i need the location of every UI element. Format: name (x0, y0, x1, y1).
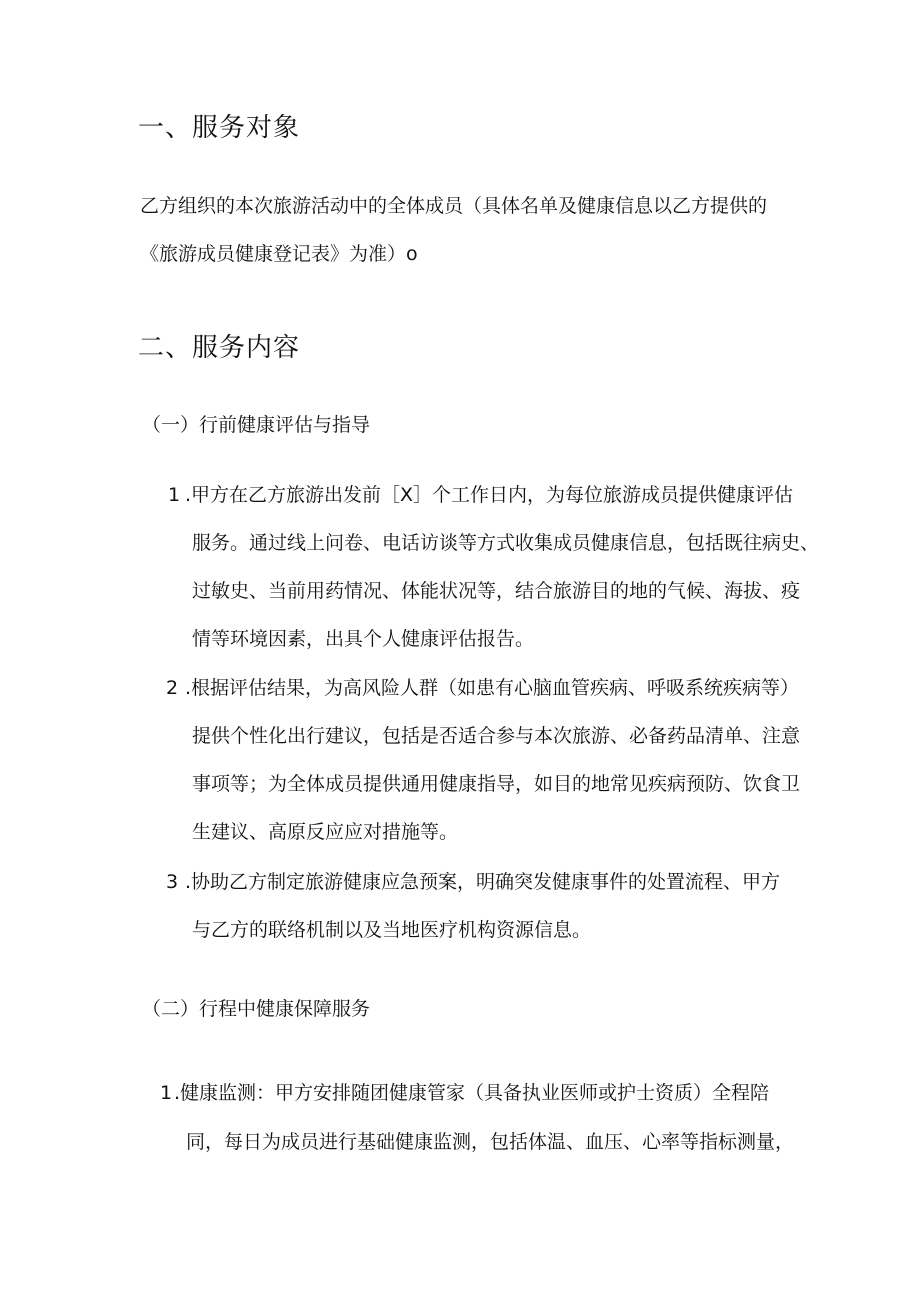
section-1-heading: 一、服务对象 (138, 113, 301, 143)
item-2-line-4: 生建议、高原反应应对措施等。 (192, 821, 459, 843)
sub2-item-1-number: 1 (160, 1082, 173, 1104)
item-3-line-2: 与乙方的联络机制以及当地医疗机构资源信息。 (192, 919, 592, 941)
section-2-heading: 二、服务内容 (138, 333, 301, 363)
item-3-number: 3 (166, 871, 179, 893)
item-1-line-4: 情等环境因素，出具个人健康评估报告。 (192, 628, 535, 650)
item-1-number: 1 (168, 484, 181, 506)
item-3-line-1: .协助乙方制定旅游健康应急预案，明确突发健康事件的处置流程、甲方 (185, 871, 781, 893)
item-2-line-1: .根据评估结果，为高风险人群（如患有心脑血管疾病、呼吸系统疾病等） (185, 677, 800, 699)
item-2-line-3: 事项等；为全体成员提供通用健康指导，如目的地常见疾病预防、饮食卫 (192, 773, 801, 795)
sub2-item-1-line-1: .健康监测：甲方安排随团健康管家（具备执业医师或护士资质）全程陪 (174, 1082, 770, 1104)
sub2-item-1-line-2: 同，每日为成员进行基础健康监测，包括体温、血压、心率等指标测量， (186, 1131, 795, 1153)
item-1-line-3: 过敏史、当前用药情况、体能状况等，结合旅游目的地的气候、海拔、疫 (192, 580, 801, 602)
section-1-line-1: 乙方组织的本次旅游活动中的全体成员（具体名单及健康信息以乙方提供的 (140, 195, 768, 217)
item-2-number: 2 (166, 677, 179, 699)
item-1-line-1: .甲方在乙方旅游出发前［X］个工作日内，为每位旅游成员提供健康评估 (185, 484, 794, 506)
section-1-line-2: 《旅游成员健康登记表》为准）o (140, 243, 418, 265)
item-2-line-2: 提供个性化出行建议，包括是否适合参与本次旅游、必备药品清单、注意 (192, 725, 801, 747)
subsection-1-title: （一）行前健康评估与指导 (142, 414, 371, 436)
item-1-line-2: 服务。通过线上问卷、电话访谈等方式收集成员健康信息，包括既往病史、 (192, 532, 820, 554)
subsection-2-title: （二）行程中健康保障服务 (142, 998, 371, 1020)
